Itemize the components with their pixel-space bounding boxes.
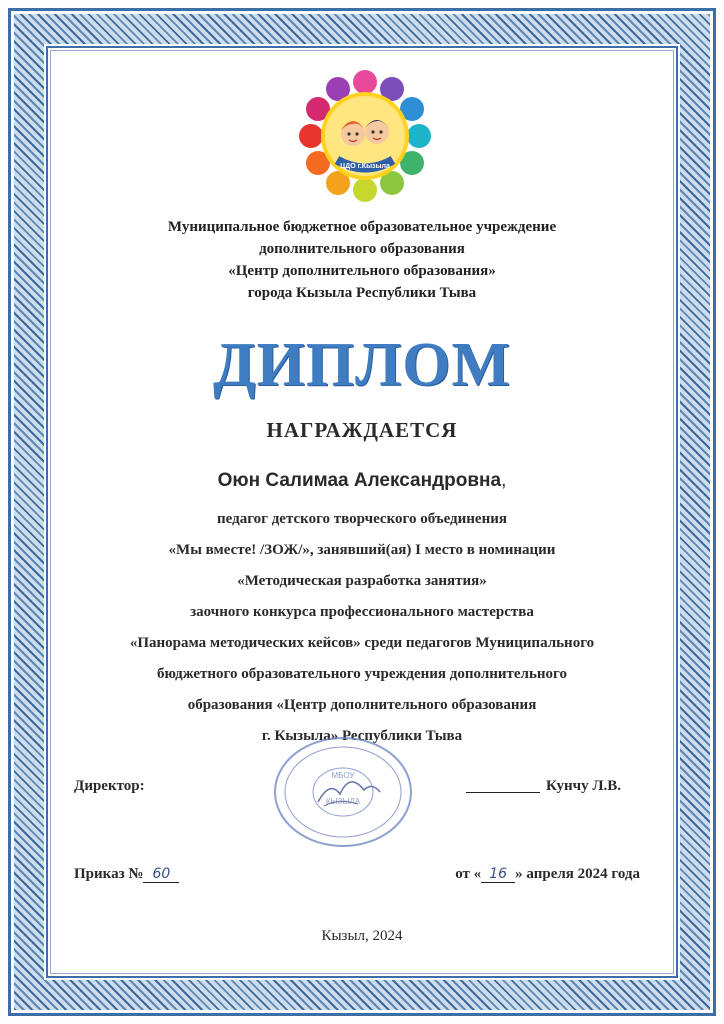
- recipient-comma: ,: [501, 470, 507, 491]
- svg-text:МБОУ: МБОУ: [331, 771, 355, 780]
- city-year: Кызыл, 2024: [321, 928, 403, 944]
- order-reference: [74, 866, 179, 883]
- official-stamp-icon: [268, 732, 418, 852]
- svg-text:ЦДО г.Кызыла: ЦДО г.Кызыла: [340, 163, 390, 170]
- description-line-7: образования «Центр дополнительного образования: [187, 697, 537, 713]
- svg-text:КЫЗЫЛА: КЫЗЫЛА: [325, 797, 361, 806]
- org-line-2: дополнительного образования: [259, 241, 465, 257]
- org-line-3: «Центр дополнительного образования»: [228, 263, 496, 279]
- org-line-1: Муниципальное бюджетное образовательное учреждение: [167, 219, 557, 235]
- director-label: Директор:: [74, 778, 145, 794]
- signature-line: [466, 792, 540, 793]
- date-suffix: » апреля 2024 года: [515, 866, 640, 882]
- cdo-flower-logo-icon: [297, 68, 433, 204]
- awarded-heading: НАГРАЖДАЕТСЯ: [266, 418, 458, 442]
- order-date: [455, 866, 640, 883]
- director-name: Кунчу Л.В.: [546, 778, 622, 794]
- description-line-8: г. Кызыла» Республики Тыва: [261, 728, 463, 744]
- diploma-title: ДИПЛОМ: [212, 331, 512, 399]
- description-line-5: «Панорама методических кейсов» среди педагогов Муниципального: [129, 635, 595, 651]
- description-line-6: бюджетного образовательного учреждения дополнительного: [157, 666, 567, 682]
- description-line-2: «Мы вместе! /ЗОЖ/», занявший(ая) I место в номинации: [168, 542, 556, 558]
- award-description: [70, 504, 654, 752]
- org-line-4: города Кызыла Республики Тыва: [247, 285, 477, 301]
- order-day: 16: [481, 866, 515, 883]
- description-line-1: педагог детского творческого объединения: [217, 511, 507, 527]
- order-prefix: Приказ №: [74, 866, 144, 882]
- date-prefix: от «: [455, 866, 482, 882]
- description-line-3: «Методическая разработка занятия»: [237, 573, 487, 589]
- description-line-4: заочного конкурса профессионального мастерства: [190, 604, 534, 620]
- organization-name: [60, 216, 664, 304]
- recipient-name: Оюн Салимаа Александровна: [217, 470, 502, 491]
- recipient: [60, 470, 664, 492]
- order-number: 60: [143, 866, 179, 883]
